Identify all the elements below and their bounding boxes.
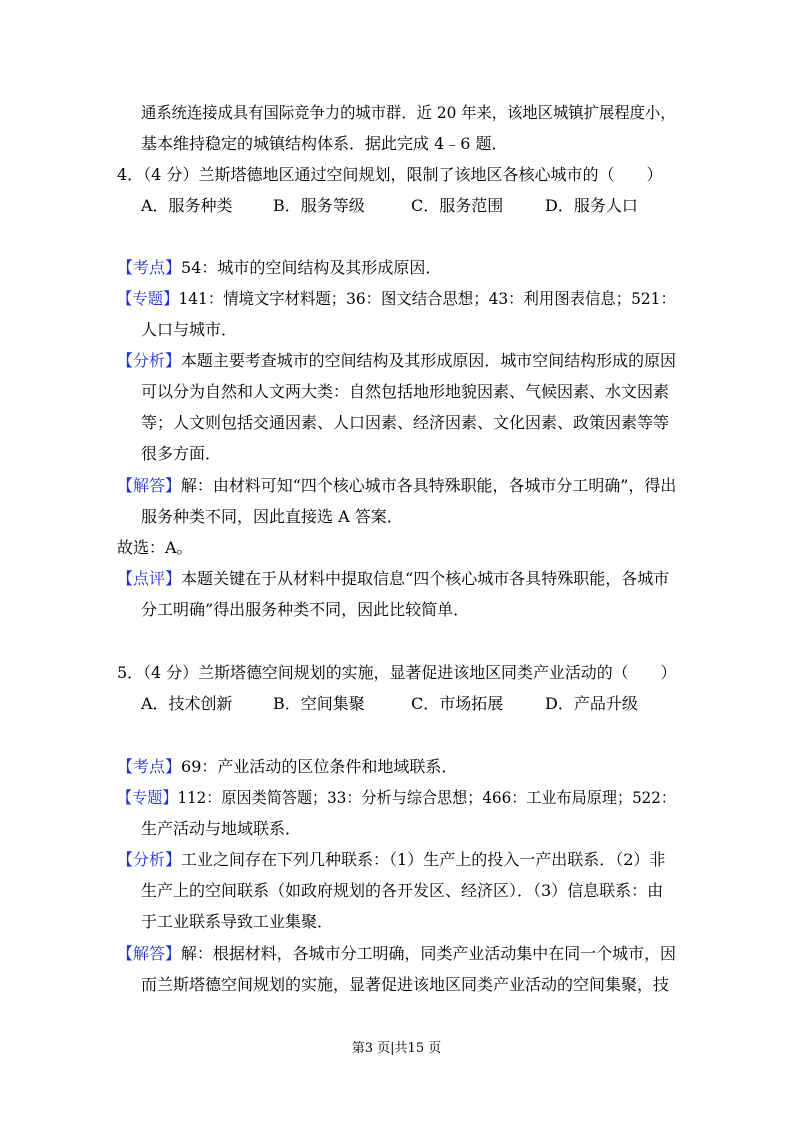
q5-jieda-text-1: 解：根据材料，各城市分工明确，同类产业活动集中在同一个城市，因 bbox=[180, 944, 677, 963]
q4-fenxi-tag: 【分析】 bbox=[117, 351, 181, 370]
q4-jieda-text-1: 解：由材料可知“四个核心城市各具特殊职能，各城市分工明确”，得出 bbox=[180, 476, 677, 495]
q4-dianping-text-1: 本题关键在于从材料中提取信息“四个核心城市各具特殊职能，各城市 bbox=[181, 569, 670, 588]
q4-option-d: D．服务人口 bbox=[545, 196, 638, 215]
q4-jieda-tag: 【解答】 bbox=[117, 476, 181, 495]
q5-kaodian-tag: 【考点】 bbox=[117, 757, 182, 776]
q4-option-c: C．服务范围 bbox=[411, 196, 504, 215]
q5-fenxi-text-2: 生产上的空间联系（如政府规划的各开发区、经济区）．（3）信息联系：由 bbox=[141, 881, 664, 900]
q4-kaodian-text: 54：城市的空间结构及其形成原因． bbox=[181, 258, 442, 277]
intro-line-1: 通系统连接成具有国际竞争力的城市群．近 20 年来，该地区城镇扩展程度小， bbox=[141, 103, 676, 122]
q4-dianping-tag: 【点评】 bbox=[117, 569, 182, 588]
q5-zhuanti-text-1: 112：原因类简答题；33：分析与综合思想；466：工业布局原理；522： bbox=[177, 788, 677, 807]
q5-option-a: A．技术创新 bbox=[141, 694, 233, 713]
q4-jieda bbox=[117, 476, 676, 496]
q5-zhuanti bbox=[117, 788, 676, 808]
q4-fenxi-text-2: 可以分为自然和人文两大类：自然包括地形地貌因素、气候因素、水文因素 bbox=[141, 382, 670, 401]
q5-stem: 5．（4 分）兰斯塔德空间规划的实施，显著促进该地区同类产业活动的（ ） bbox=[117, 663, 677, 682]
q4-options bbox=[141, 196, 661, 216]
q4-zhuanti bbox=[117, 289, 676, 309]
q5-jieda-tag: 【解答】 bbox=[117, 944, 181, 963]
q4-zhuanti-text-1: 141：情境文字材料题；36：图文结合思想；43：利用图表信息；521： bbox=[178, 289, 676, 308]
q5-fenxi-text-1: 工业之间存在下列几种联系：（1）生产上的投入一产出联系．（2）非 bbox=[181, 850, 666, 869]
q4-dianping-text-2: 分工明确”得出服务种类不同，因此比较简单． bbox=[141, 600, 470, 619]
q4-option-a: A．服务种类 bbox=[141, 196, 233, 215]
intro-line-2: 基本维持稳定的城镇结构体系．据此完成 4﹣6 题． bbox=[141, 134, 508, 153]
q5-zhuanti-text-2: 生产活动与地域联系． bbox=[141, 819, 302, 838]
q5-options bbox=[141, 694, 661, 714]
q4-fenxi-text-3: 等；人文则包括交通因素、人口因素、经济因素、文化因素、政策因素等等 bbox=[141, 413, 670, 432]
q4-dianping bbox=[117, 569, 669, 589]
q5-kaodian bbox=[117, 757, 457, 777]
q5-fenxi bbox=[117, 850, 665, 870]
q4-answer: 故选：A。 bbox=[117, 538, 193, 557]
q5-option-d: D．产品升级 bbox=[545, 694, 638, 713]
q4-zhuanti-tag: 【专题】 bbox=[117, 289, 179, 308]
q4-kaodian-tag: 【考点】 bbox=[117, 258, 182, 277]
q5-jieda bbox=[117, 944, 676, 964]
q4-fenxi bbox=[117, 351, 676, 371]
q5-fenxi-tag: 【分析】 bbox=[117, 850, 182, 869]
q4-fenxi-text-4: 很多方面． bbox=[141, 444, 222, 463]
q5-jieda-text-2: 而兰斯塔德空间规划的实施，显著促进该地区同类产业活动的空间集聚，技 bbox=[141, 975, 670, 994]
q4-option-b: B．服务等级 bbox=[273, 196, 365, 215]
q4-jieda-text-2: 服务种类不同，因此直接选 A 答案． bbox=[141, 507, 403, 526]
q4-stem: 4．（4 分）兰斯塔德地区通过空间规划，限制了该地区各核心城市的（ ） bbox=[117, 165, 663, 184]
q5-option-b: B．空间集聚 bbox=[273, 694, 365, 713]
page-number: 第3 页|共15 页 bbox=[351, 1041, 442, 1056]
q5-fenxi-text-3: 于工业联系导致工业集聚． bbox=[141, 912, 334, 931]
q4-kaodian bbox=[117, 258, 441, 278]
q5-zhuanti-tag: 【专题】 bbox=[117, 788, 178, 807]
q4-zhuanti-text-2: 人口与城市． bbox=[141, 320, 238, 339]
q4-fenxi-text-1: 本题主要考查城市的空间结构及其形成原因．城市空间结构形成的原因 bbox=[180, 351, 677, 370]
q5-option-c: C．市场拓展 bbox=[411, 694, 504, 713]
q5-kaodian-text: 69：产业活动的区位条件和地域联系． bbox=[181, 757, 458, 776]
